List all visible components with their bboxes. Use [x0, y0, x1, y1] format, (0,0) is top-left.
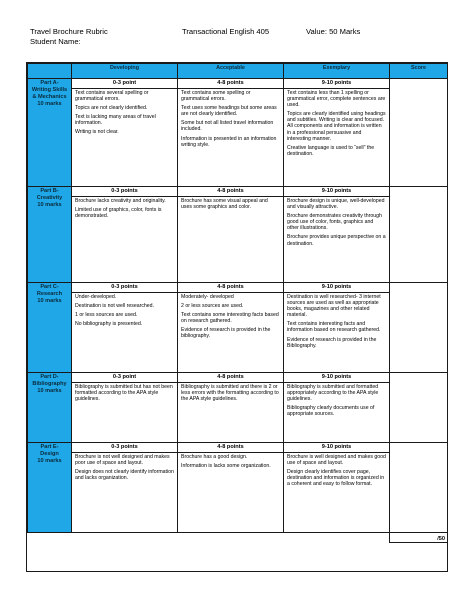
developing-points: 0-3 point	[72, 79, 178, 89]
developing-points: 0-3 points	[72, 443, 178, 453]
acceptable-points: 4-8 points	[178, 283, 284, 293]
descriptor-text: Brochure has some visual appeal and uses some graphics and color.	[181, 198, 268, 211]
descriptor-text: 1 or less sources are used.	[75, 312, 138, 319]
exemplary-descriptor	[284, 453, 390, 533]
descriptor-text: Text uses some headings but some areas are not clearly identified.	[181, 105, 277, 118]
column-header-row	[28, 64, 448, 79]
exemplary-points: 9-10 points	[284, 373, 390, 383]
score-cell[interactable]	[390, 187, 448, 283]
descriptor-text: Brochure is not well designed and makes poor use of space and layout.	[75, 454, 170, 467]
descriptor-text: Brochure has a good design.	[181, 454, 248, 460]
criterion-marks: 10 marks	[37, 202, 62, 208]
descriptor-text: No bibliography is presented.	[75, 321, 143, 328]
exemplary-points: 9-10 points	[284, 79, 390, 89]
descriptor-text: Brochure provides unique perspective on a destination.	[287, 234, 386, 247]
points-row	[28, 443, 448, 453]
descriptor-text: Information is presented in an information writing style.	[181, 135, 277, 148]
total-score[interactable]: /50	[390, 533, 448, 543]
total-spacer	[28, 533, 390, 543]
descriptor-text: Text contains some interesting facts based on research gathered.	[181, 312, 279, 325]
developing-descriptor	[72, 89, 178, 187]
exemplary-descriptor	[284, 293, 390, 373]
points-row	[28, 79, 448, 89]
developing-points: 0-3 points	[72, 187, 178, 197]
score-cell[interactable]	[390, 283, 448, 373]
descriptor-text: Destination is not well researched.	[75, 303, 155, 310]
criterion-marks: 10 marks	[37, 101, 62, 107]
descriptor-text: Brochure is well designed and makes good use of space and layout.	[287, 454, 386, 467]
acceptable-descriptor	[178, 453, 284, 533]
score-cell[interactable]	[390, 373, 448, 443]
descriptor-text: Writing is not clear.	[75, 129, 119, 136]
descriptor-row	[28, 89, 448, 187]
descriptor-text: Evidence of research is provided in the bibliography.	[181, 327, 271, 340]
developing-descriptor	[72, 453, 178, 533]
descriptor-text: Text contains some spelling or grammatical errors.	[181, 90, 251, 103]
criterion-marks: 10 marks	[37, 458, 62, 464]
points-row	[28, 283, 448, 293]
header-developing: Developing	[72, 64, 178, 79]
descriptor-text: Evidence of research is provided in the Bibliography.	[287, 336, 377, 349]
criterion-name: Part C- Research	[36, 284, 63, 297]
descriptor-text: Bibliography is submitted but has not been formatted according to the APA style guidelines.	[75, 384, 173, 403]
points-row	[28, 373, 448, 383]
developing-points: 0-3 points	[72, 283, 178, 293]
descriptor-row	[28, 293, 448, 373]
exemplary-points: 9-10 points	[284, 283, 390, 293]
criterion-name: Part D- Bibliography	[32, 374, 67, 387]
criterion-label	[28, 79, 72, 187]
exemplary-points: 9-10 points	[284, 187, 390, 197]
acceptable-descriptor	[178, 383, 284, 443]
descriptor-text: Design clearly identifies cover page, destination and information is organized in a coherent and easy to follow format.	[287, 469, 385, 488]
criterion-label	[28, 373, 72, 443]
descriptor-text: Design does not clearly identify information and lacks organization.	[75, 469, 174, 482]
descriptor-text: Information is lacks some organization.	[181, 463, 271, 470]
descriptor-row	[28, 197, 448, 283]
descriptor-row	[28, 453, 448, 533]
acceptable-descriptor	[178, 197, 284, 283]
descriptor-text: Text is lacking many areas of travel information.	[75, 114, 156, 127]
descriptor-text: Bibliography clearly documents use of appropriate sources.	[287, 405, 375, 418]
points-row	[28, 187, 448, 197]
header-exemplary: Exemplary	[284, 64, 390, 79]
criterion-label	[28, 187, 72, 283]
descriptor-text: Under-developed.	[75, 294, 117, 300]
developing-descriptor	[72, 293, 178, 373]
rubric-title: Travel Brochure Rubric	[30, 27, 108, 36]
descriptor-text: Bibliography is submitted and formatted appropriately according to the APA style guidelines.	[287, 384, 379, 403]
criterion-label	[28, 443, 72, 533]
acceptable-points: 4-8 points	[178, 443, 284, 453]
descriptor-text: 2 or less sources are used.	[181, 303, 244, 310]
criterion-label	[28, 283, 72, 373]
descriptor-text: Limited use of graphics, color, fonts is demonstrated.	[75, 207, 162, 220]
developing-descriptor	[72, 197, 178, 283]
acceptable-points: 4-8 points	[178, 79, 284, 89]
criterion-name: Part E- Design	[40, 444, 59, 457]
exemplary-descriptor	[284, 197, 390, 283]
acceptable-descriptor	[178, 89, 284, 187]
rubric-body	[28, 79, 448, 543]
acceptable-points: 4-8 points	[178, 187, 284, 197]
student-name-label: Student Name:	[30, 37, 81, 46]
total-value: Value: 50 Marks	[306, 27, 361, 36]
descriptor-text: Topics are not clearly identified.	[75, 105, 148, 112]
score-cell[interactable]	[390, 443, 448, 533]
header-score: Score	[390, 64, 448, 79]
descriptor-text: Text contains interesting facts and information based on research gathered.	[287, 321, 381, 334]
exemplary-points: 9-10 points	[284, 443, 390, 453]
header-corner	[28, 64, 72, 79]
exemplary-descriptor	[284, 89, 390, 187]
criterion-marks: 10 marks	[37, 388, 62, 394]
acceptable-points: 4-8 points	[178, 373, 284, 383]
descriptor-text: Text contains less than 1 spelling or grammatical error, complete sentences are used.	[287, 90, 386, 109]
descriptor-text: Text contains several spelling or grammatical errors.	[75, 90, 149, 103]
descriptor-text: Moderately- developed	[181, 294, 234, 300]
header-acceptable: Acceptable	[178, 64, 284, 79]
total-row	[28, 533, 448, 543]
descriptor-row	[28, 383, 448, 443]
descriptor-text: Topics are clearly identified using headings and subtitles. Writing is clear and focused. All components and information is written in a professional persuasive and interesting manner.	[287, 111, 386, 142]
descriptor-text: Creative language is used to “sell” the destination.	[287, 144, 375, 157]
exemplary-descriptor	[284, 383, 390, 443]
descriptor-text: Some but not all listed travel information included.	[181, 120, 274, 133]
developing-descriptor	[72, 383, 178, 443]
descriptor-text: Brochure lacks creativity and originality.	[75, 198, 166, 204]
descriptor-text: Brochure design is unique, well-developed and visually attractive.	[287, 198, 385, 211]
descriptor-text: Destination is well researched- 3 internet sources are used as well as appropriate books, magazines and other related material.	[287, 294, 381, 319]
criterion-marks: 10 marks	[37, 298, 62, 304]
score-cell[interactable]	[390, 79, 448, 187]
rubric-header	[30, 27, 450, 47]
descriptor-text: Bibliography is submitted and there is 2 or less errors with the formatting according to the APA style guidelines.	[181, 384, 279, 403]
course-name: Transactional English 405	[182, 27, 270, 36]
criterion-name: Part A- Writing Skills & Mechanics	[31, 80, 68, 100]
developing-points: 0-3 point	[72, 373, 178, 383]
descriptor-text: Brochure demonstrates creativity through good use of color, fonts, graphics and other illustrations.	[287, 213, 382, 232]
criterion-name: Part B- Creativity	[36, 188, 63, 201]
acceptable-descriptor	[178, 293, 284, 373]
rubric-table	[27, 63, 448, 543]
